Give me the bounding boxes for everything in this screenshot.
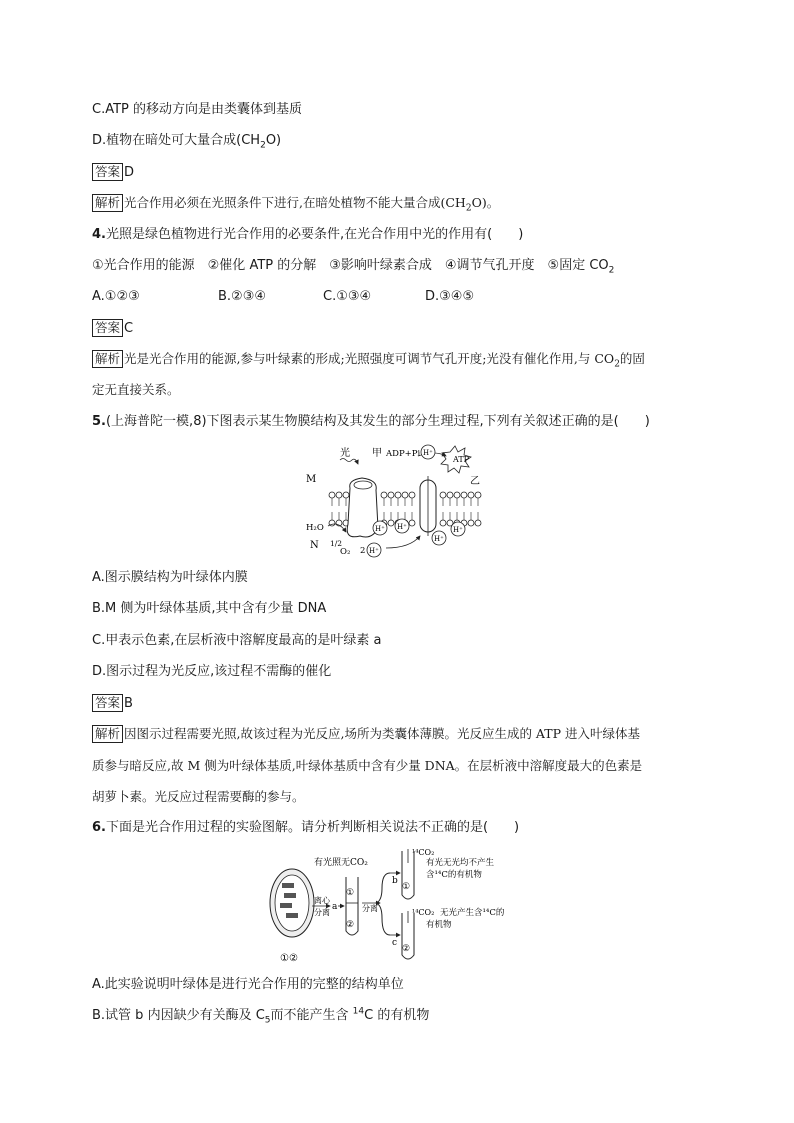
q4-option-a: A.①②③	[92, 289, 140, 304]
q3-option-c-text: C.ATP 的移动方向是由类囊体到基质	[92, 102, 303, 117]
q3-analysis-text-end: O)。	[471, 195, 500, 210]
q4-option-b: B.②③④	[218, 289, 267, 304]
q4-analysis-text-end: 的固	[619, 351, 645, 366]
result-b-line1: 有光无光均不产生	[426, 858, 495, 868]
q4-analysis-text2: 定无直接关系。	[92, 382, 180, 397]
q6-option-a-text: A.此实验说明叶绿体是进行光合作用的完整的结构单位	[92, 977, 404, 992]
q4-text: 光照是绿色植物进行光合作用的必要条件,在光合作用中光的作用有( )	[105, 227, 524, 242]
q6-option-a	[92, 976, 404, 994]
q5-analysis-text3: 胡萝卜素。光反应过程需要酶的参与。	[92, 789, 305, 804]
label-c: c	[392, 938, 398, 948]
q5-option-d	[92, 663, 331, 681]
analysis-tag: 解析	[92, 350, 123, 368]
proton-4: H⁺	[453, 526, 463, 534]
q5-option-a	[92, 569, 248, 587]
q6-option-b-sup: 14	[352, 1006, 365, 1017]
q4-analysis-line2	[92, 381, 180, 399]
q5-stem	[92, 413, 650, 431]
q5-analysis	[92, 725, 640, 743]
proton-top: H⁺	[423, 449, 433, 457]
label-h2o: H₂O	[306, 523, 324, 533]
label-separate-1: 分离	[314, 908, 330, 917]
q4-stem	[92, 226, 523, 244]
q4-analysis-text: 光是光合作用的能源,参与叶绿素的形成;光照强度可调节气孔开度;光没有催化作用,与 CO	[124, 351, 615, 366]
q3-analysis-sub: 2	[465, 203, 472, 214]
result-c-line1: 无光产生含¹⁴C的	[440, 908, 505, 918]
q5-option-c-text: C.甲表示色素,在层析液中溶解度最高的是叶绿素 a	[92, 633, 382, 648]
q4-analysis-sub: 2	[614, 359, 620, 370]
tube-a-layer-1: ①	[346, 888, 355, 898]
proton-3: H⁺	[434, 535, 444, 543]
label-b: b	[392, 876, 398, 886]
q5-option-d-text: D.图示过程为光反应,该过程不需酶的催化	[92, 664, 332, 679]
q5-option-b	[92, 600, 326, 618]
q4-answer	[92, 319, 133, 338]
answer-tag: 答案	[92, 694, 123, 712]
result-b-line2: 含¹⁴C的有机物	[426, 870, 482, 880]
analysis-tag: 解析	[92, 725, 123, 743]
label-o2: O₂	[340, 547, 351, 557]
label-co2-c: ¹⁴CO₂	[412, 908, 435, 917]
proton-2: H⁺	[397, 523, 407, 531]
proton-5: H⁺	[369, 547, 379, 555]
label-atp: ATP	[453, 455, 470, 464]
q4-option-d: D.③④⑤	[425, 289, 475, 304]
result-c-line2: 有机物	[426, 920, 452, 930]
label-co2-b: ¹⁴CO₂	[412, 848, 435, 857]
label-adp-pi: ADP+Pi	[386, 449, 421, 459]
q3-option-d	[92, 132, 281, 150]
q4-analysis	[92, 350, 645, 368]
q6-option-b-text: B.试管 b 内因缺少有关酶及 C	[92, 1008, 265, 1023]
proton-1: H⁺	[375, 525, 385, 533]
membrane-figure	[300, 440, 500, 565]
experiment-figure	[262, 843, 542, 963]
chloroplast-parts-label: ①②	[280, 953, 298, 963]
label-yi: 乙	[470, 476, 480, 487]
label-a: a	[332, 902, 338, 912]
q5-text: (上海普陀一模,8)下图表示某生物膜结构及其发生的部分生理过程,下列有关叙述正确的是( )	[105, 414, 650, 429]
q5-analysis-text2: 质参与暗反应,故 M 侧为叶绿体基质,叶绿体基质中含有少量 DNA。在层析液中溶解度最大的色素是	[92, 758, 643, 773]
label-two: 2	[360, 546, 366, 556]
label-separate-2: 分离	[362, 904, 378, 913]
q4-option-c: C.①③④	[323, 289, 372, 304]
q3-option-d-sub: 2	[260, 140, 266, 151]
q5-option-b-text: B.M 侧为叶绿体基质,其中含有少量 DNA	[92, 601, 327, 616]
q6-option-b-mid: 而不能产生含	[270, 1008, 353, 1023]
tube-a-layer-2: ②	[346, 920, 355, 930]
q6-stem	[92, 819, 519, 837]
q3-option-d-text-end: O)	[265, 133, 282, 148]
label-light-no-co2: 有光照无CO₂	[314, 858, 368, 868]
q4-list-text: ①光合作用的能源 ②催化 ATP 的分解 ③影响叶绿素合成 ④调节气孔开度 ⑤固定 CO	[92, 258, 609, 273]
q6-number: 6.	[92, 820, 106, 835]
label-light: 光	[340, 448, 350, 459]
q4-options	[92, 288, 551, 306]
tube-c-layer: ②	[402, 944, 411, 954]
q6-text: 下面是光合作用过程的实验图解。请分析判断相关说法不正确的是( )	[105, 820, 520, 835]
label-centrifuge: 离心	[314, 896, 330, 905]
q6-option-b	[92, 1007, 429, 1025]
q3-analysis	[92, 194, 499, 212]
q4-answer-value: C	[124, 321, 134, 336]
q3-option-d-text: D.植物在暗处可大量合成(CH	[92, 133, 261, 148]
analysis-tag: 解析	[92, 194, 123, 212]
q5-answer	[92, 694, 133, 713]
answer-tag: 答案	[92, 163, 123, 181]
label-m-side: M	[306, 474, 317, 485]
q5-analysis-text1: 因图示过程需要光照,故该过程为光反应,场所为类囊体薄膜。光反应生成的 ATP 进入叶绿体基	[124, 726, 641, 741]
q5-answer-value: B	[124, 696, 133, 711]
q3-answer-value: D	[124, 165, 135, 180]
label-half: 1/2	[330, 539, 343, 548]
q5-analysis-line3	[92, 788, 305, 806]
q3-answer	[92, 163, 134, 182]
q5-option-c	[92, 632, 381, 650]
label-n-side: N	[310, 540, 319, 551]
tube-b-layer: ①	[402, 882, 411, 892]
q4-number: 4.	[92, 227, 106, 242]
q5-number: 5.	[92, 414, 106, 429]
q4-list-sub: 2	[608, 265, 615, 276]
label-jia: 甲	[372, 448, 382, 459]
q4-list	[92, 257, 614, 275]
q5-option-a-text: A.图示膜结构为叶绿体内膜	[92, 570, 248, 585]
answer-tag: 答案	[92, 319, 123, 337]
q3-analysis-text: 光合作用必须在光照条件下进行,在暗处植物不能大量合成(CH	[124, 195, 466, 210]
q6-option-b-end: C 的有机物	[364, 1008, 430, 1023]
q3-option-c	[92, 101, 302, 119]
q6-option-b-sub: 5	[264, 1015, 271, 1026]
q5-analysis-line2	[92, 757, 642, 775]
